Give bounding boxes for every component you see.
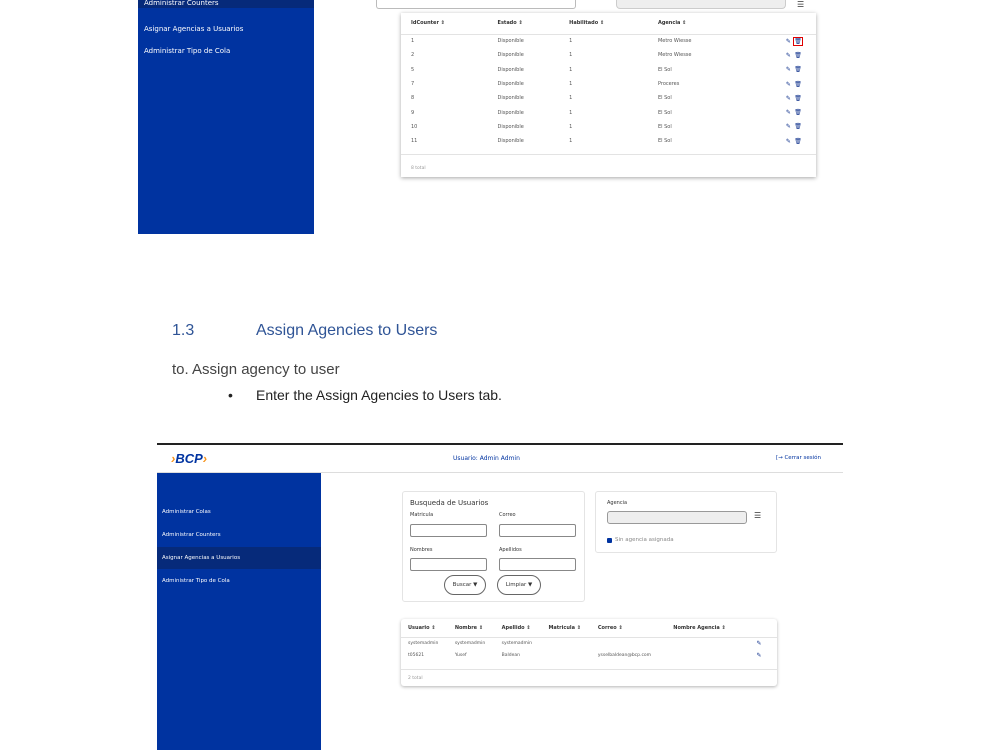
divider [401,154,816,155]
sidebar-item-counters[interactable]: Administrar Counters [162,532,221,538]
cell-estado: Disponible [497,38,524,45]
cell-nombre-agencia [666,649,740,661]
table-total: 8 total [411,166,426,171]
search-button[interactable]: Buscar ▼ [444,575,486,595]
correo-label: Correo [499,512,516,518]
column-header-apellido[interactable]: Apellido ⇕ [495,619,542,637]
nombres-label: Nombres [410,547,433,553]
section-number: 1.3 [172,322,195,339]
cell-id: 5 [411,66,415,73]
cell-habilitado: 1 [569,138,573,145]
cell-usuario: systemadmin [408,640,439,646]
table-row [401,48,816,62]
table-row [401,77,816,91]
cell-id: 2 [411,52,415,59]
delete-icon[interactable]: 🗑 [794,37,802,45]
column-header-nombre[interactable]: Nombre ⇕ [448,619,495,637]
cell-estado: Disponible [497,95,524,102]
cell-estado: Disponible [497,52,524,59]
matricula-input[interactable] [410,524,487,537]
edit-icon[interactable]: ✎ [785,37,791,45]
column-header-estado[interactable]: Estado ⇕ [488,13,560,34]
cell-id: 11 [411,138,418,145]
sidebar-item-queue-types[interactable]: Administrar Tipo de Cola [162,578,230,584]
column-header-habilitado[interactable]: Habilitado ⇕ [559,13,648,34]
cell-habilitado: 1 [569,52,573,59]
agency-filter-card [595,491,777,553]
cell-estado: Disponible [497,81,524,88]
cell-correo [591,637,666,649]
cell-agencia: El Sol [657,95,672,102]
column-header-actions [734,13,816,34]
cell-habilitado: 1 [569,123,573,130]
bullet-icon: • [228,387,233,403]
cell-agencia: Proceres [657,81,680,88]
bullet-text: Enter the Assign Agencies to Users tab. [256,387,502,403]
cell-nombre-agencia [666,637,740,649]
column-header-matricula[interactable]: Matricula ⇕ [541,619,590,637]
unassigned-checkbox[interactable] [607,538,612,543]
edit-icon[interactable]: ✎ [785,51,791,59]
divider [401,669,777,670]
cell-agencia: Metro Wiesse [657,52,692,59]
edit-icon[interactable]: ✎ [785,137,791,145]
sidebar-item-assign-agencies[interactable]: Asignar Agencias a Usuarios [144,25,244,33]
column-header-correo[interactable]: Correo ⇕ [591,619,666,637]
users-table-card [401,619,777,686]
cell-agencia: El Sol [657,138,672,145]
table-row [401,105,816,119]
cell-usuario: t05621 [408,652,425,658]
unassigned-checkbox-label: Sin agencia asignada [615,537,674,543]
edit-icon[interactable]: ✎ [785,94,791,102]
apellidos-input[interactable] [499,558,576,571]
cell-habilitado: 1 [569,66,573,73]
delete-icon[interactable]: 🗑 [794,123,802,131]
sidebar [157,473,321,750]
section-title: Assign Agencies to Users [256,322,438,339]
sub-heading: to. Assign agency to user [172,361,340,378]
delete-icon[interactable]: 🗑 [794,109,802,117]
delete-icon[interactable]: 🗑 [794,94,802,102]
cell-habilitado: 1 [569,95,573,102]
table-row [401,63,816,77]
column-header-idcounter[interactable]: IdCounter ⇕ [401,13,488,34]
sidebar-item-queues[interactable]: Administrar Colas [162,509,211,515]
column-header-usuario[interactable]: Usuario ⇕ [401,619,448,637]
counters-table [401,13,816,177]
assign-agencies-screenshot [157,443,843,750]
cell-id: 10 [411,123,418,130]
cell-agencia: El Sol [657,66,672,73]
correo-input[interactable] [499,524,576,537]
delete-icon[interactable]: 🗑 [794,51,802,59]
cell-habilitado: 1 [569,109,573,116]
nombres-input[interactable] [410,558,487,571]
table-row [401,120,816,134]
cell-apellido: systemadmin [501,640,532,646]
table-row [401,134,816,148]
cell-estado: Disponible [497,123,524,130]
section-heading [172,322,437,340]
counters-screenshot [138,0,838,234]
edit-icon[interactable]: ✎ [756,651,762,659]
user-search-card [402,491,585,602]
app-header [157,445,843,473]
edit-icon[interactable]: ✎ [785,66,791,74]
cell-nombre: Yusef [454,652,467,658]
column-header-nombre-agencia[interactable]: Nombre Agencia ⇕ [666,619,740,637]
cell-id: 8 [411,95,415,102]
agency-select[interactable] [616,0,786,9]
bcp-logo: ›BCP› [171,451,208,466]
cell-estado: Disponible [497,109,524,116]
delete-icon[interactable]: 🗑 [794,66,802,74]
cell-id: 1 [411,38,415,45]
filter-icon[interactable]: ☰ [797,0,805,9]
sidebar-item-assign-agencies[interactable]: Asignar Agencias a Usuarios [157,547,321,569]
table-row [401,637,777,649]
clear-button[interactable]: Limpiar ▼ [497,575,541,595]
bullet-item [228,387,502,403]
sidebar [138,0,314,234]
sidebar-item-counters[interactable]: Administrar Counters [138,0,314,8]
apellidos-label: Apellidos [499,547,522,553]
cell-habilitado: 1 [569,38,573,45]
user-label: Usuario: Admin Admin [453,455,520,462]
cell-nombre: systemadmin [454,640,486,646]
cell-matricula [541,637,590,649]
edit-icon[interactable]: ✎ [785,123,791,131]
search-field[interactable] [376,0,576,9]
table-row [401,91,816,105]
cell-agencia: Metro Wiesse [657,38,692,45]
cell-id: 9 [411,109,415,116]
agency-select[interactable] [607,511,747,524]
table-row [401,34,816,48]
cell-agencia: El Sol [657,109,672,116]
sidebar-item-queue-types[interactable]: Administrar Tipo de Cola [144,47,231,55]
edit-icon[interactable]: ✎ [756,639,762,647]
edit-icon[interactable]: ✎ [785,80,791,88]
agency-label: Agencia [607,500,628,506]
column-header-actions [741,619,777,637]
search-card-title: Busqueda de Usuarios [410,499,489,507]
cell-estado: Disponible [497,138,524,145]
table-row [401,649,777,661]
edit-icon[interactable]: ✎ [785,109,791,117]
cell-matricula [541,649,590,661]
cell-id: 7 [411,81,415,88]
delete-icon[interactable]: 🗑 [794,137,802,145]
cell-estado: Disponible [497,66,524,73]
cell-correo: ysselbaldean@bcp.com [597,652,652,658]
filter-icon[interactable]: ☰ [754,511,762,520]
logout-link[interactable]: [→ Cerrar sesión [775,455,821,461]
delete-icon[interactable]: 🗑 [794,80,802,88]
cell-apellido: Baldean [501,652,520,658]
table-total: 2 total [408,676,423,681]
matricula-label: Matricula [410,512,434,518]
cell-agencia: El Sol [657,123,672,130]
column-header-agencia[interactable]: Agencia ⇕ [648,13,734,34]
cell-habilitado: 1 [569,81,573,88]
